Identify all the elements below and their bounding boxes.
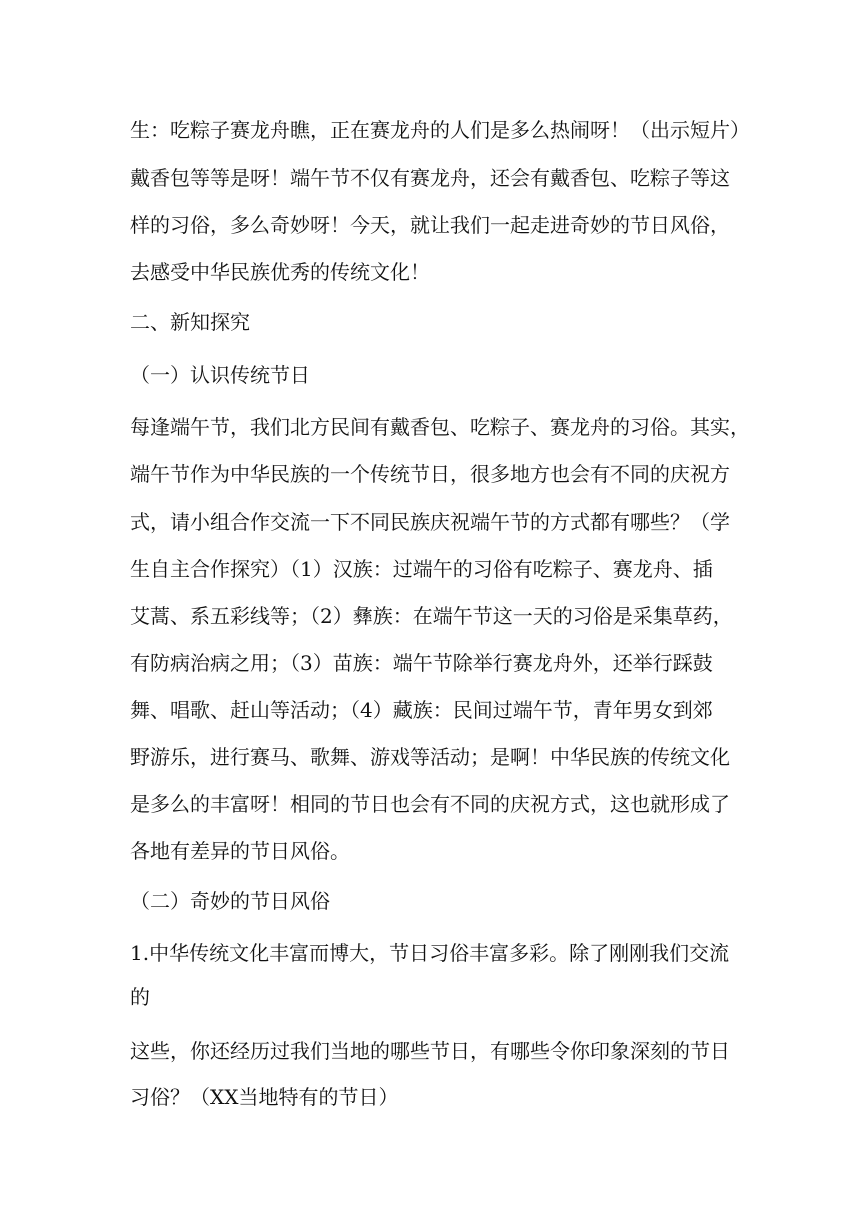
subsection-1-line-10: 各地有差异的节日风俗。 <box>130 839 350 863</box>
intro-line-1: 生：吃粽子赛龙舟瞧，正在赛龙舟的人们是多么热闹呀！（出示短片） <box>130 118 750 142</box>
subsection-1-line-4: 生自主合作探究）（1）汉族：过端午的习俗有吃粽子、赛龙舟、插 <box>130 557 713 581</box>
item-1-cont-line-2: 习俗？（XX当地特有的节日） <box>130 1085 399 1109</box>
subsection-1-line-8: 野游乐，进行赛马、歌舞、游戏等活动；是啊！中华民族的传统文化 <box>130 745 730 769</box>
section-2-heading: 二、新知探究 <box>130 310 250 334</box>
item-1-line-1: 1.中华传统文化丰富而博大，节日习俗丰富多彩。除了刚刚我们交流 <box>130 941 730 965</box>
item-1-cont-line-1: 这些，你还经历过我们当地的哪些节日，有哪些令你印象深刻的节日 <box>130 1039 730 1063</box>
subsection-1-line-3: 式，请小组合作交流一下不同民族庆祝端午节的方式都有哪些？（学 <box>130 510 730 534</box>
subsection-1-line-7: 舞、唱歌、赶山等活动；（4）藏族：民间过端午节，青年男女到郊 <box>130 698 713 722</box>
subsection-1-heading: （一）认识传统节日 <box>130 363 310 387</box>
item-1-line-2: 的 <box>130 985 150 1009</box>
subsection-2-heading: （二）奇妙的节日风俗 <box>130 889 330 913</box>
intro-line-2: 戴香包等等是呀！端午节不仅有赛龙舟，还会有戴香包、吃粽子等这 <box>130 166 730 190</box>
subsection-1-line-9: 是多么的丰富呀！相同的节日也会有不同的庆祝方式，这也就形成了 <box>130 792 730 816</box>
subsection-1-line-6: 有防病治病之用；（3）苗族：端午节除举行赛龙舟外，还举行踩鼓 <box>130 651 713 675</box>
intro-line-3: 样的习俗，多么奇妙呀！今天，就让我们一起走进奇妙的节日风俗， <box>130 213 730 237</box>
subsection-1-line-1: 每逢端午节，我们北方民间有戴香包、吃粽子、赛龙舟的习俗。其实， <box>130 415 750 439</box>
subsection-1-line-5: 艾蒿、系五彩线等；（2）彝族：在端午节这一天的习俗是采集草药， <box>130 604 733 628</box>
subsection-1-line-2: 端午节作为中华民族的一个传统节日，很多地方也会有不同的庆祝方 <box>130 462 730 486</box>
intro-line-4: 去感受中华民族优秀的传统文化！ <box>130 260 430 284</box>
